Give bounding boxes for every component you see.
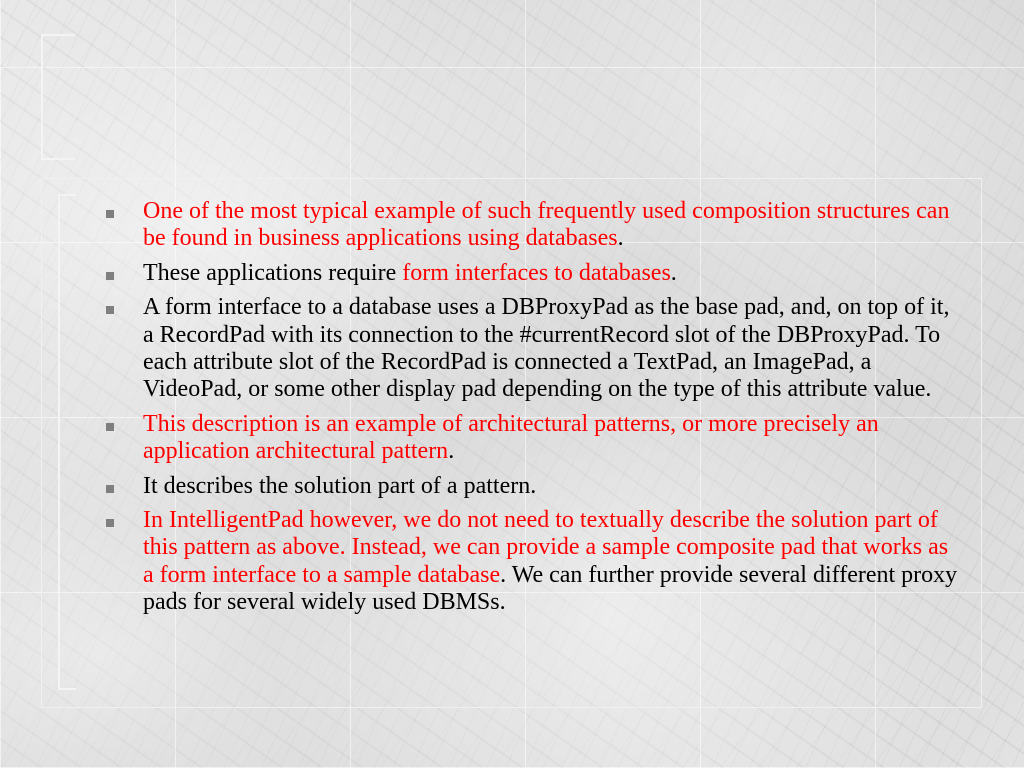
bullet-text-red: One of the most typical example of such frequently used composition structures can be found in business applications using databases — [143, 198, 950, 252]
bullet-text: . — [448, 438, 455, 465]
square-bullet-icon — [106, 423, 114, 431]
bullet-list — [104, 198, 964, 624]
bullet-text: It describes the solution part of a pattern. — [143, 472, 537, 499]
bullet-item-6 — [104, 507, 964, 617]
bullet-item-2 — [104, 260, 964, 287]
bullet-text-red: In IntelligentPad however, we do not need to textually describe the solution part of this pattern as above. Instead, we can provide a sample composite pad that works as a form interface to a sample database — [143, 507, 949, 588]
bullet-text: . — [670, 259, 677, 286]
bullet-item-5 — [104, 473, 964, 500]
bullet-text: A form interface to a database uses a DBProxyPad as the base pad, and, on top of it, a RecordPad with its connection to the #currentRecord slot of the DBProxyPad. To each attribute slot of the RecordPad is connected a TextPad, an ImagePad, a VideoPad, or some other display pad depending on the type of this attribute value. — [143, 294, 950, 403]
bullet-text: . We can further provide several different proxy pads for several widely used DBMSs. — [143, 561, 958, 616]
bullet-item-1 — [104, 198, 964, 253]
decorative-bracket-top — [41, 34, 75, 160]
bullet-text: These applications require — [143, 259, 403, 286]
bullet-item-4 — [104, 411, 964, 466]
decorative-bracket-left — [58, 194, 76, 690]
bullet-text: . — [617, 225, 624, 252]
square-bullet-icon — [106, 210, 114, 218]
square-bullet-icon — [106, 272, 114, 280]
bullet-text-red: This description is an example of architectural patterns, or more precisely an application architectural pattern — [143, 410, 879, 465]
square-bullet-icon — [106, 485, 114, 493]
bullet-text-red: form interfaces to databases — [402, 259, 671, 286]
bullet-item-3 — [104, 294, 964, 404]
square-bullet-icon — [106, 519, 114, 527]
square-bullet-icon — [106, 306, 114, 314]
